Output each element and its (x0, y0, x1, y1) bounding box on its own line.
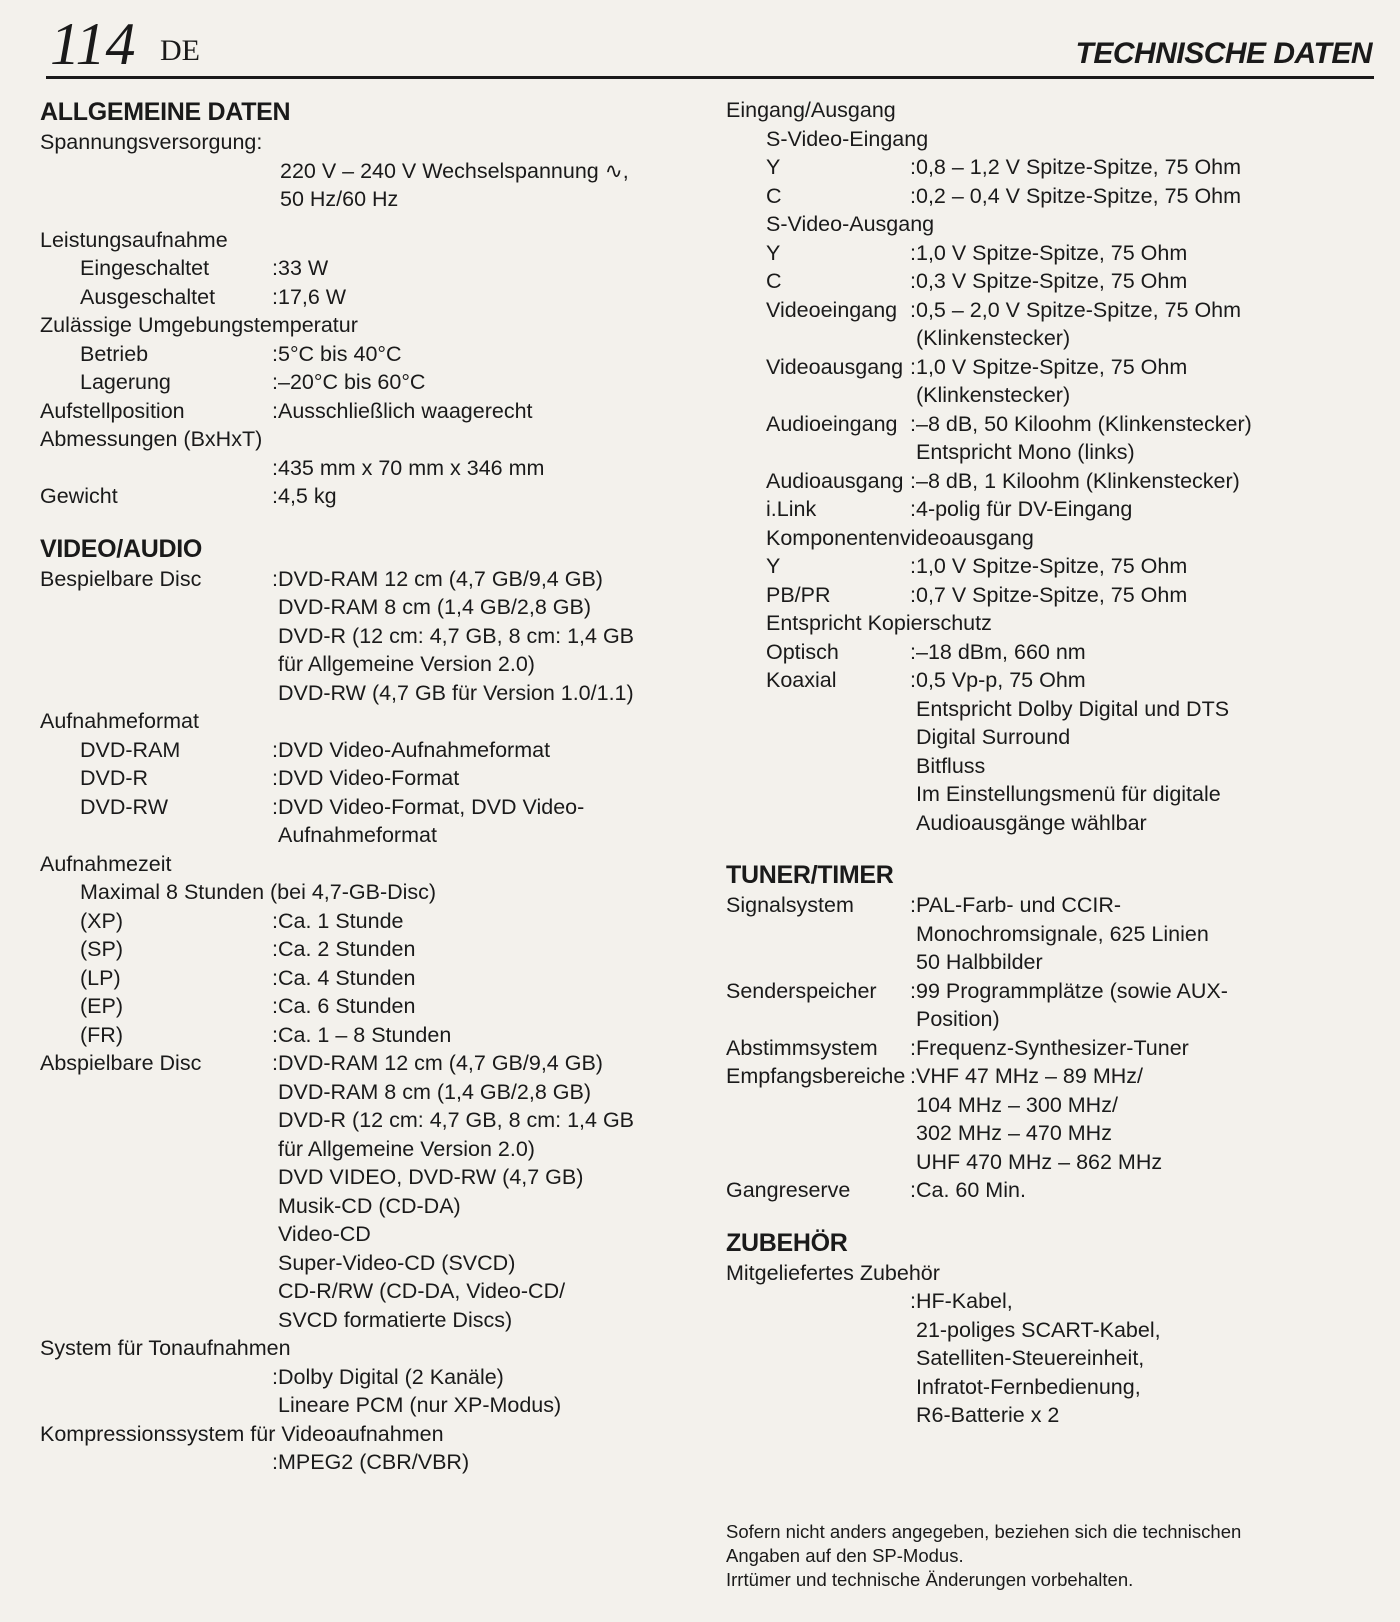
spec-value-line: 1,0 V Spitze-Spitze, 75 Ohm (915, 554, 1188, 578)
spec-label: S-Video-Ausgang (766, 212, 935, 236)
spec-row (726, 182, 1376, 211)
section-heading: TUNER/TIMER (726, 861, 894, 889)
spec-row (726, 353, 1376, 410)
spec-value-line: Position) (915, 1007, 1000, 1031)
spec-row (40, 254, 680, 283)
spec-label: Betrieb (80, 341, 149, 366)
spec-value (278, 964, 680, 993)
spec-label: Zulässige Umgebungstemperatur (40, 313, 358, 337)
spec-value-line: Satelliten-Steuereinheit, (915, 1346, 1145, 1370)
spec-value-line: 220 V – 240 V Wechselspannung ∿, (280, 158, 629, 183)
spec-row (726, 125, 1376, 154)
spec-value-line: Digital Surround (915, 725, 1071, 749)
spec-value-line: –20°C bis 60°C (277, 370, 426, 394)
spec-label: Empfangsbereiche (726, 1064, 906, 1088)
spec-row (726, 467, 1376, 496)
spec-value-line: Frequenz-Synthesizer-Tuner (915, 1035, 1189, 1060)
spec-value-line: Monochromsignale, 625 Linien (915, 921, 1209, 946)
spec-label: Eingang/Ausgang (726, 98, 896, 122)
spec-label: DVD-RAM (80, 737, 181, 762)
spec-label (726, 1287, 910, 1430)
spec-value-line: MPEG2 (CBR/VBR) (277, 1450, 470, 1474)
spec-row (40, 311, 680, 340)
spec-row (726, 1287, 1376, 1430)
spec-row (726, 977, 1376, 1034)
spec-colon: : (910, 582, 916, 607)
spec-value (278, 482, 680, 511)
spec-label: S-Video-Eingang (766, 126, 929, 151)
spec-colon: : (910, 639, 916, 664)
spec-value-line: DVD Video-Format, DVD Video- (277, 794, 585, 819)
spec-value-line: 302 MHz – 470 MHz (915, 1121, 1112, 1145)
spec-label: Leistungsaufnahme (40, 227, 228, 252)
spec-value (916, 153, 1376, 182)
spec-label: Aufstellposition (40, 398, 185, 423)
spec-value-line: 0,3 V Spitze-Spitze, 75 Ohm (915, 269, 1188, 293)
spec-colon: : (910, 668, 916, 692)
spec-value (916, 1034, 1376, 1063)
language-code: DE (160, 34, 200, 67)
spec-value-line: DVD-RAM 8 cm (1,4 GB/2,8 GB) (277, 1079, 591, 1104)
spec-row (726, 267, 1376, 296)
spec-row (40, 128, 680, 157)
spec-value (916, 977, 1376, 1034)
spec-colon: : (910, 497, 916, 521)
spec-label: Audioeingang (766, 411, 898, 436)
spec-row (726, 552, 1376, 581)
spec-value-line: Infratot-Fernbedienung, (915, 1374, 1141, 1399)
spec-value-line: Aufnahmeformat (277, 823, 437, 847)
spec-value (278, 340, 680, 369)
spec-value-line: (Klinkenstecker) (915, 326, 1071, 350)
spec-label: Lagerung (80, 370, 171, 394)
spec-colon: : (910, 155, 916, 179)
spec-colon: : (272, 994, 278, 1018)
spec-label: System für Tonaufnahmen (40, 1336, 291, 1360)
spec-value-line: Ca. 4 Stunden (277, 965, 416, 990)
spec-label: Y (766, 554, 781, 578)
spec-row (40, 157, 680, 214)
spec-value-line: DVD-RAM 12 cm (4,7 GB/9,4 GB) (277, 566, 603, 591)
section-title: TECHNISCHE DATEN (1075, 37, 1372, 70)
spec-colon: : (272, 370, 278, 394)
spec-value-line: 5°C bis 40°C (277, 341, 402, 366)
spec-value-line: 4-polig für DV-Eingang (915, 497, 1133, 521)
spec-colon: : (910, 978, 916, 1003)
spec-label: Audioausgang (766, 468, 904, 493)
spec-value (916, 239, 1376, 268)
spec-value (916, 495, 1376, 524)
spec-row (40, 283, 680, 312)
spec-value (278, 736, 680, 765)
spec-colon: : (272, 455, 278, 480)
spec-label: Videoausgang (766, 354, 904, 379)
spec-row (40, 397, 680, 426)
spec-value-line: –8 dB, 50 Kiloohm (Klinkenstecker) (915, 411, 1252, 436)
spec-row (40, 340, 680, 369)
spec-label: DVD-RW (80, 794, 168, 819)
spec-row (726, 96, 1376, 125)
spec-label: DVD-R (80, 766, 149, 790)
section-heading: ZUBEHÖR (726, 1228, 848, 1257)
spec-colon: : (272, 908, 278, 933)
spec-label: Maximal 8 Stunden (bei 4,7-GB-Disc) (80, 880, 437, 904)
section-heading: VIDEO/AUDIO (40, 534, 202, 563)
spec-colon: : (910, 1289, 916, 1313)
spec-value-line: –8 dB, 1 Kiloohm (Klinkenstecker) (915, 468, 1240, 493)
spec-value-line: 0,7 V Spitze-Spitze, 75 Ohm (915, 582, 1188, 607)
spec-value (916, 891, 1376, 977)
spec-value-line: Entspricht Mono (links) (915, 440, 1135, 464)
spec-colon: : (910, 468, 916, 493)
spec-colon: : (910, 893, 916, 917)
spec-value (278, 565, 680, 708)
spec-label: Entspricht Kopierschutz (766, 611, 992, 635)
spec-value (278, 935, 680, 964)
spec-colon: : (910, 1064, 916, 1088)
spec-colon: : (272, 341, 278, 366)
spec-label (40, 157, 280, 214)
spec-value (916, 296, 1376, 353)
spec-colon: : (272, 484, 278, 508)
spec-row (40, 1448, 680, 1477)
spec-row (726, 1259, 1376, 1288)
right-column (726, 96, 1376, 1430)
spec-label: Optisch (766, 639, 839, 664)
footnote-line: Irrtümer und technische Änderungen vorbehalten. (726, 1569, 1134, 1590)
section-heading: ALLGEMEINE DATEN (40, 98, 291, 126)
spec-value (916, 267, 1376, 296)
spec-value-line: DVD-R (12 cm: 4,7 GB, 8 cm: 1,4 GB (277, 623, 635, 648)
spec-label: (FR) (80, 1022, 123, 1047)
spec-colon: : (272, 737, 278, 762)
spec-value (278, 254, 680, 283)
spec-value-line: für Allgemeine Version 2.0) (277, 652, 535, 676)
spec-value-line: DVD Video-Format (277, 766, 460, 790)
spec-value-line: 21-poliges SCART-Kabel, (915, 1317, 1161, 1342)
spec-value-line: Ca. 2 Stunden (277, 937, 416, 961)
spec-value (278, 283, 680, 312)
spec-label: Ausgeschaltet (80, 284, 216, 309)
spec-row (40, 1363, 680, 1420)
spec-label: (EP) (80, 994, 123, 1018)
spec-value (916, 1176, 1376, 1205)
spec-value (916, 666, 1376, 837)
spec-row (40, 764, 680, 793)
spec-value-line: 4,5 kg (277, 484, 337, 508)
spec-label: Senderspeicher (726, 978, 877, 1003)
left-column (40, 96, 680, 1477)
spec-colon: : (272, 284, 278, 309)
spec-value-line: UHF 470 MHz – 862 MHz (915, 1149, 1163, 1174)
spec-label: (SP) (80, 937, 123, 961)
spec-value (278, 454, 680, 483)
spec-colon: : (910, 240, 916, 265)
spec-row (40, 368, 680, 397)
spec-row (40, 850, 680, 879)
spec-value (278, 1363, 680, 1420)
spec-row (726, 1176, 1376, 1205)
spec-row (726, 638, 1376, 667)
spec-label: Signalsystem (726, 893, 854, 917)
spec-value-line: 0,8 – 1,2 V Spitze-Spitze, 75 Ohm (915, 155, 1242, 179)
spec-colon: : (272, 1051, 278, 1075)
spec-value-line: 99 Programmplätze (sowie AUX- (915, 978, 1228, 1003)
footnote-line: Sofern nicht anders angegeben, beziehen sich die technischen (726, 1521, 1242, 1542)
spec-value (916, 552, 1376, 581)
spec-value-line: Ausschließlich waagerecht (277, 398, 533, 423)
spec-value-line: 17,6 W (277, 284, 347, 309)
spec-colon: : (910, 269, 916, 293)
spec-row (726, 239, 1376, 268)
spec-colon: : (272, 794, 278, 819)
spec-value-line: Entspricht Dolby Digital und DTS (915, 696, 1230, 721)
spec-value (278, 793, 680, 850)
spec-row (40, 707, 680, 736)
spec-value-line: 104 MHz – 300 MHz/ (915, 1092, 1118, 1117)
footnote (726, 1520, 1376, 1592)
spec-row (40, 1049, 680, 1334)
spec-value-line: Ca. 6 Stunden (277, 994, 416, 1018)
spec-value-line: 33 W (277, 256, 329, 280)
spec-label: Spannungsversorgung: (40, 130, 263, 154)
spec-label: Y (766, 155, 781, 179)
footnote-line: Angaben auf den SP-Modus. (726, 1545, 964, 1566)
spec-label: Mitgeliefertes Zubehör (726, 1260, 940, 1285)
spec-colon: : (910, 554, 916, 578)
spec-row (40, 736, 680, 765)
spec-label: Videoeingang (766, 297, 898, 322)
spec-colon: : (272, 1364, 278, 1389)
spec-row (726, 495, 1376, 524)
spec-value-line: 0,2 – 0,4 V Spitze-Spitze, 75 Ohm (915, 183, 1242, 208)
spec-value-line: DVD-RAM 8 cm (1,4 GB/2,8 GB) (277, 595, 591, 619)
spec-row (726, 524, 1376, 553)
spec-value-line: CD-R/RW (CD-DA, Video-CD/ (277, 1279, 566, 1303)
spec-colon: : (910, 1178, 916, 1202)
spec-row (40, 1334, 680, 1363)
spec-row (726, 153, 1376, 182)
spec-row (40, 226, 680, 255)
spec-colon: : (272, 1022, 278, 1047)
spec-value (916, 353, 1376, 410)
spec-value (278, 992, 680, 1021)
page-number: 114 (50, 11, 136, 77)
spec-value-line: Ca. 60 Min. (915, 1178, 1026, 1202)
spec-value-line: PAL-Farb- und CCIR- (915, 893, 1122, 917)
spec-row (726, 210, 1376, 239)
spec-value (278, 907, 680, 936)
spec-value-line: Ca. 1 Stunde (277, 908, 404, 933)
spec-label: Eingeschaltet (80, 256, 210, 280)
spec-colon: : (272, 766, 278, 790)
spec-value-line: DVD Video-Aufnahmeformat (277, 737, 551, 762)
spec-value-line: 0,5 Vp-p, 75 Ohm (915, 668, 1086, 692)
spec-colon: : (910, 1035, 916, 1060)
spec-value-line: 435 mm x 70 mm x 346 mm (277, 455, 545, 480)
spec-value-line: für Allgemeine Version 2.0) (277, 1136, 535, 1161)
spec-value-line: DVD-RAM 12 cm (4,7 GB/9,4 GB) (277, 1051, 603, 1075)
spec-colon: : (272, 1450, 278, 1474)
spec-row (40, 907, 680, 936)
spec-label: PB/PR (766, 582, 831, 607)
spec-colon: : (272, 398, 278, 423)
spec-label (40, 454, 272, 483)
spec-colon: : (910, 297, 916, 322)
spec-value-line: 1,0 V Spitze-Spitze, 75 Ohm (915, 240, 1188, 265)
spec-value-line: Lineare PCM (nur XP-Modus) (277, 1393, 562, 1417)
spec-value-line: Dolby Digital (2 Kanäle) (277, 1364, 504, 1389)
spec-colon: : (910, 411, 916, 436)
spec-row (40, 935, 680, 964)
spec-row (726, 296, 1376, 353)
spec-value-line: 1,0 V Spitze-Spitze, 75 Ohm (915, 354, 1188, 379)
spec-value-line: DVD-RW (4,7 GB für Version 1.0/1.1) (277, 680, 634, 705)
spec-value (278, 764, 680, 793)
spec-value-line: R6-Batterie x 2 (915, 1403, 1060, 1427)
spec-value (916, 1287, 1376, 1430)
spec-label: Aufnahmeformat (40, 709, 199, 733)
spec-value-line: Video-CD (277, 1222, 371, 1246)
spec-value (278, 1021, 680, 1050)
spec-row (40, 793, 680, 850)
spec-label (40, 1448, 272, 1477)
spec-value-line: Musik-CD (CD-DA) (277, 1193, 461, 1218)
spec-colon: : (910, 183, 916, 208)
spec-row (40, 425, 680, 454)
spec-label: Abspielbare Disc (40, 1051, 202, 1075)
spec-row (726, 1034, 1376, 1063)
spec-value-line: VHF 47 MHz – 89 MHz/ (915, 1064, 1143, 1088)
spec-row (726, 891, 1376, 977)
spec-row (40, 482, 680, 511)
spec-row (40, 565, 680, 708)
spec-value (916, 410, 1376, 467)
spec-row (40, 1420, 680, 1449)
spec-label: Abmessungen (BxHxT) (40, 427, 263, 451)
spec-value (278, 1448, 680, 1477)
spec-value-line: DVD VIDEO, DVD-RW (4,7 GB) (277, 1165, 584, 1189)
spec-row (40, 1021, 680, 1050)
spec-value-line: Ca. 1 – 8 Stunden (277, 1022, 452, 1047)
spec-label: (XP) (80, 908, 123, 933)
page-header (46, 11, 1374, 79)
spec-label: Gangreserve (726, 1178, 851, 1202)
spec-row (726, 666, 1376, 837)
spec-value (916, 581, 1376, 610)
spec-value (916, 182, 1376, 211)
spec-value-line: 50 Halbbilder (915, 950, 1043, 974)
spec-colon: : (910, 354, 916, 379)
spec-value-line: HF-Kabel, (915, 1289, 1013, 1313)
spec-label (40, 1363, 272, 1420)
spec-label: Y (766, 240, 781, 265)
spec-row (726, 609, 1376, 638)
spec-row (726, 410, 1376, 467)
spec-label: Gewicht (40, 484, 118, 508)
spec-value (278, 368, 680, 397)
spec-value-line: Bitfluss (915, 753, 986, 778)
spec-value-line: DVD-R (12 cm: 4,7 GB, 8 cm: 1,4 GB (277, 1108, 635, 1132)
spec-value-line: Im Einstellungsmenü für digitale (915, 782, 1221, 806)
spec-value-line: –18 dBm, 660 nm (915, 639, 1086, 664)
spec-label: Kompressionssystem für Videoaufnahmen (40, 1421, 444, 1446)
spec-label: Koaxial (766, 668, 837, 692)
spec-value-line: 50 Hz/60 Hz (280, 187, 399, 211)
spec-value (916, 467, 1376, 496)
spec-label: (LP) (80, 965, 121, 990)
spec-value (916, 1062, 1376, 1176)
spec-value-line: Super-Video-CD (SVCD) (277, 1250, 516, 1275)
spec-row (40, 992, 680, 1021)
spec-row (726, 581, 1376, 610)
spec-row (40, 878, 680, 907)
spec-row (40, 964, 680, 993)
spec-colon: : (272, 566, 278, 591)
spec-row (726, 1062, 1376, 1176)
spec-row (40, 454, 680, 483)
spec-value-line: (Klinkenstecker) (915, 383, 1071, 407)
spec-value (916, 638, 1376, 667)
spec-label: C (766, 183, 782, 208)
spec-value (278, 1049, 680, 1334)
spec-colon: : (272, 256, 278, 280)
spec-value-line: Audioausgänge wählbar (915, 810, 1147, 835)
spec-colon: : (272, 937, 278, 961)
spec-label: C (766, 269, 782, 293)
spec-label: Aufnahmezeit (40, 851, 172, 876)
spec-value-line: SVCD formatierte Discs) (277, 1307, 513, 1332)
spec-value (280, 157, 680, 214)
spec-label: i.Link (766, 497, 817, 521)
spec-label: Abstimmsystem (726, 1035, 878, 1060)
spec-value (278, 397, 680, 426)
spec-label: Bespielbare Disc (40, 566, 202, 591)
spec-label: Komponentenvideoausgang (766, 525, 1034, 550)
spec-value-line: 0,5 – 2,0 V Spitze-Spitze, 75 Ohm (915, 297, 1242, 322)
spec-colon: : (272, 965, 278, 990)
